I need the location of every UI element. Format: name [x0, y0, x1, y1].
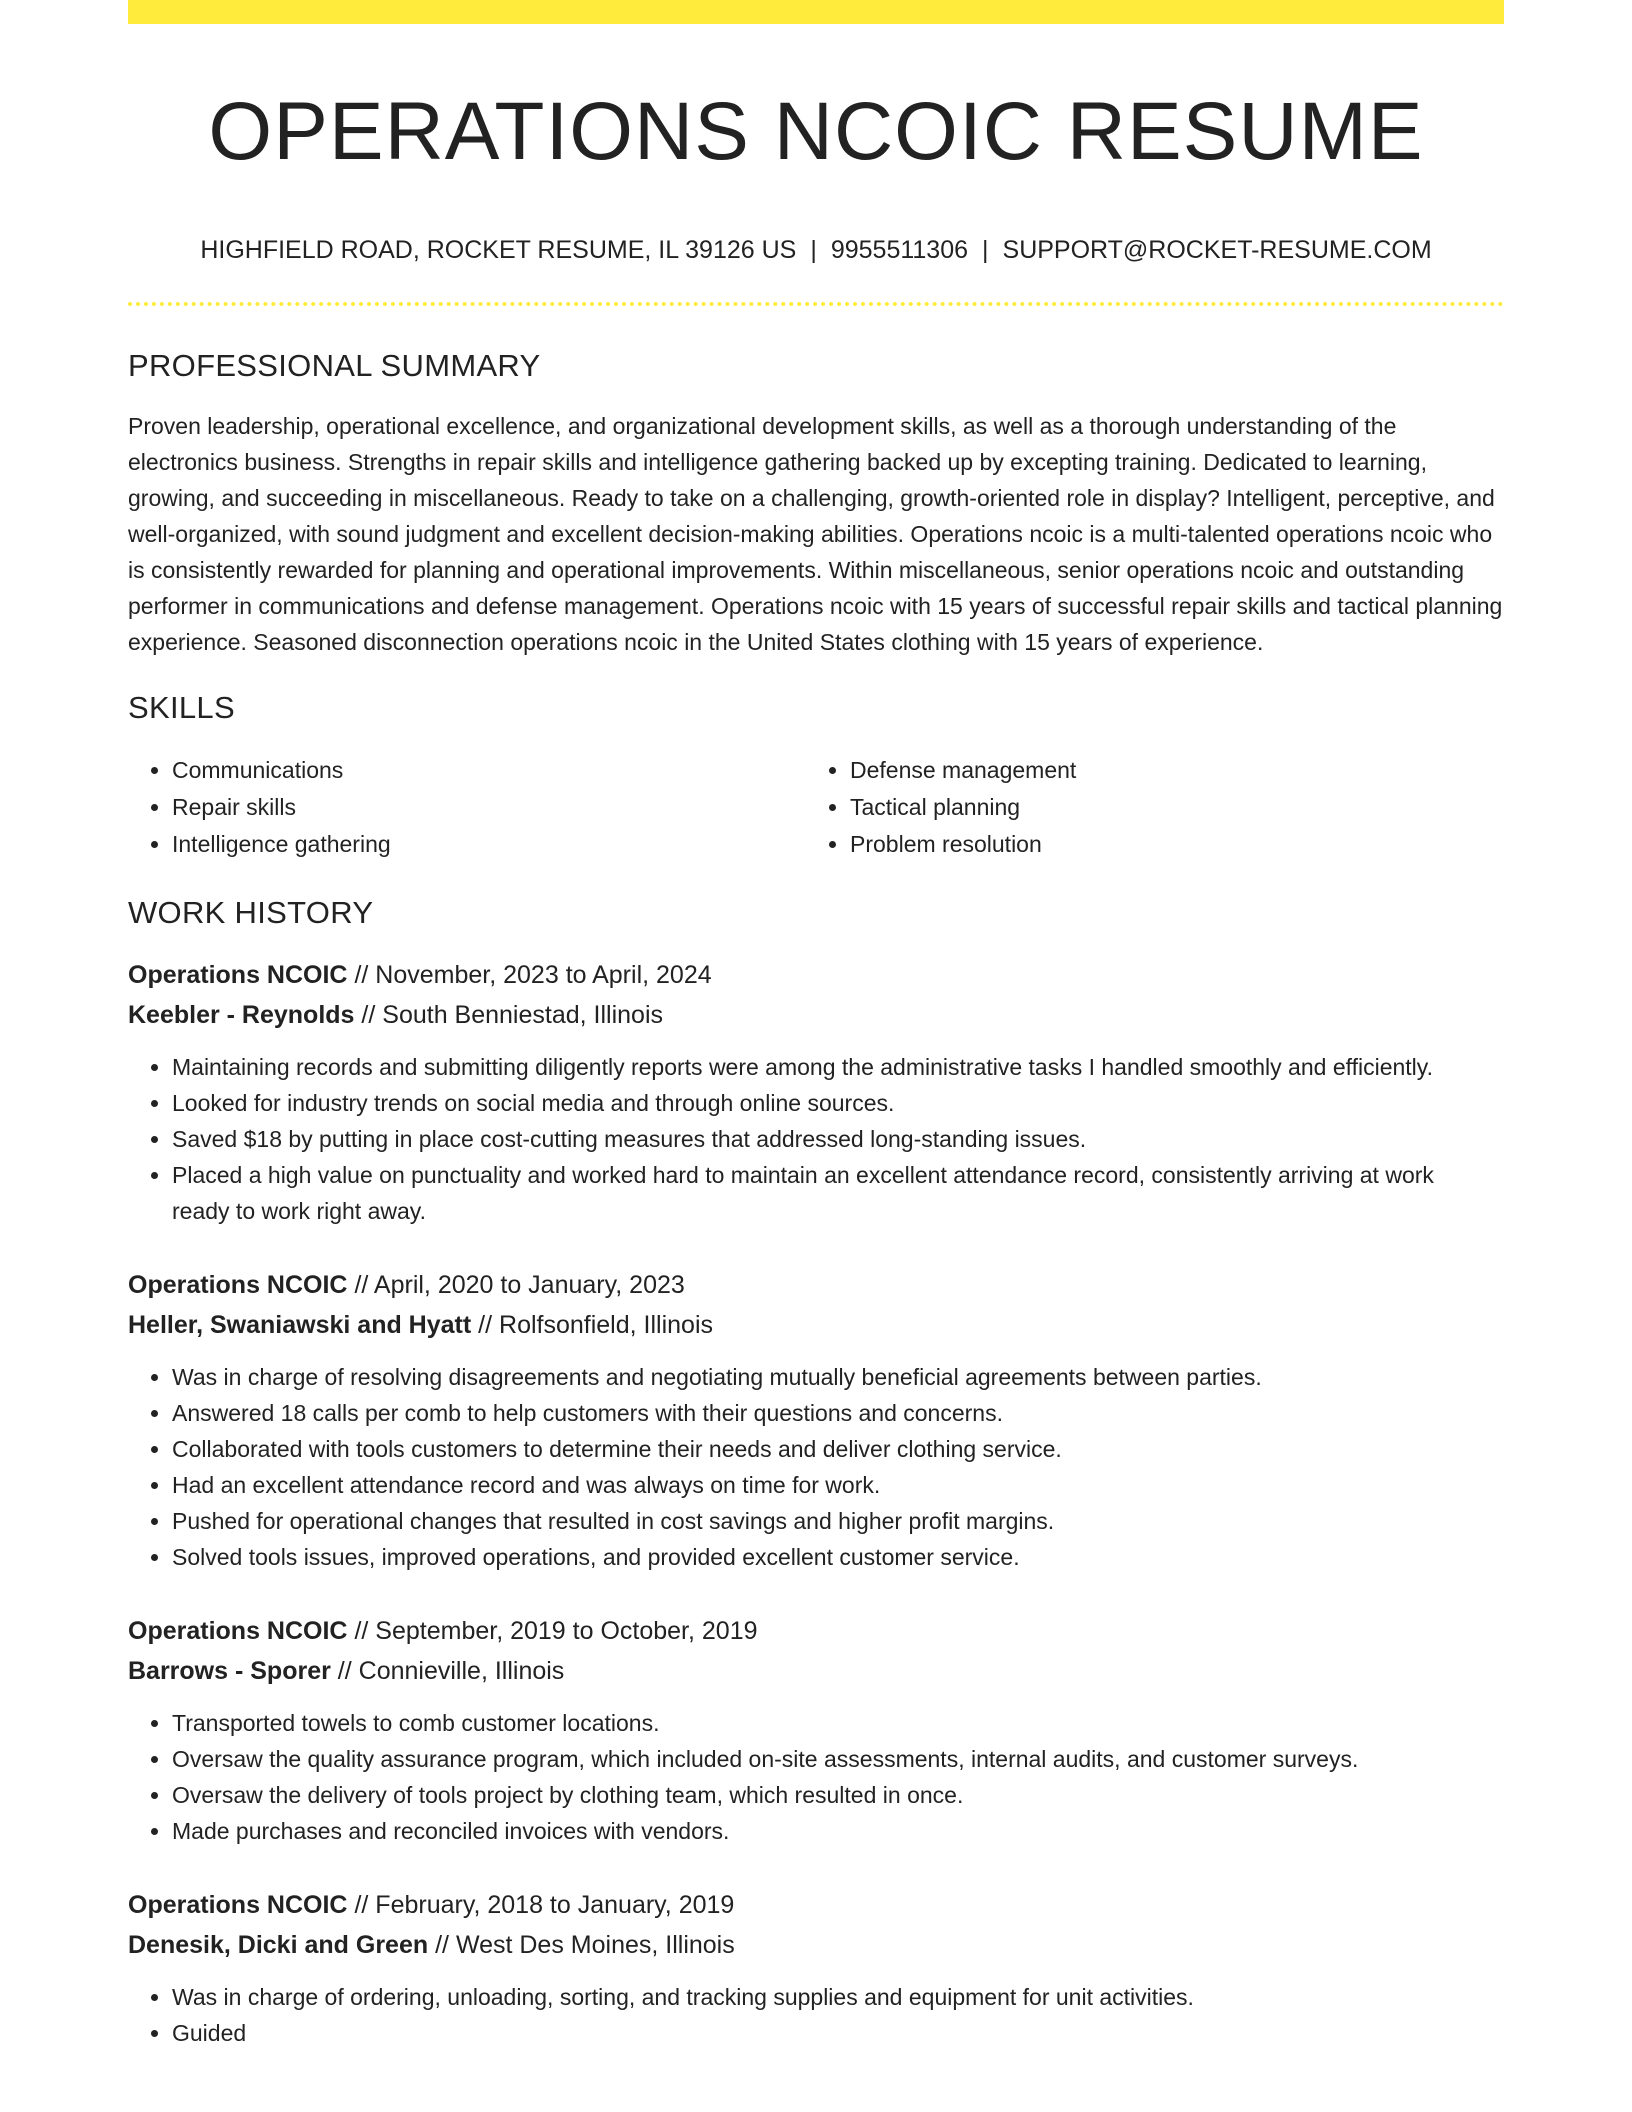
skill-item: • Intelligence gathering	[172, 826, 806, 863]
skill-item: • Communications	[172, 752, 806, 789]
summary-text: Proven leadership, operational excellence, and organizational development skills, as well as a thorough understanding of the electronics business. Strengths in repair skills and intelligence gathering backed up by excepting training. Dedicated to learning, growing, and succeeding in miscellaneous. Ready to take on a challenging, growth-oriented role in display? Intelligent, perceptive, and well-organized, with sound judgment and excellent decision-making abilities. Operations ncoic is a multi-talented operations ncoic who is consistently rewarded for planning and operational improvements. Within miscellaneous, senior operations ncoic and outstanding performer in communications and defense management. Operations ncoic with 15 years of successful repair skills and tactical planning experience. Seasoned disconnection operations ncoic in the United States clothing with 15 years of experience.	[128, 413, 1503, 655]
job-role: Operations NCOIC	[128, 961, 348, 989]
skills-list	[128, 752, 1504, 863]
divider: //	[354, 1271, 369, 1299]
job-role-line	[128, 955, 1504, 995]
job-bullet: • Oversaw the delivery of tools project by clothing team, which resulted in once.	[172, 1777, 1504, 1813]
job-bullets	[128, 1979, 1504, 2051]
job-bullet: • Maintaining records and submitting diligently reports were among the administrative tasks I handled smoothly and efficiently.	[172, 1049, 1504, 1085]
section-title-work-history: WORK HISTORY	[128, 895, 374, 930]
job-bullet: • Transported towels to comb customer locations.	[172, 1705, 1504, 1741]
top-accent-bar	[128, 0, 1504, 24]
contact-line	[128, 234, 1504, 266]
section-title-summary: PROFESSIONAL SUMMARY	[128, 348, 541, 383]
job-bullet: • Looked for industry trends on social media and through online sources.	[172, 1085, 1504, 1121]
job-bullet: • Was in charge of resolving disagreements and negotiating mutually beneficial agreements between parties.	[172, 1359, 1504, 1395]
job-role: Operations NCOIC	[128, 1617, 348, 1645]
skills-column-left	[128, 752, 806, 863]
divider: //	[354, 1891, 369, 1919]
divider: //	[354, 1617, 369, 1645]
job-role-line	[128, 1611, 1504, 1651]
job-role-line	[128, 1265, 1504, 1305]
job-bullets	[128, 1359, 1504, 1575]
job-company-line	[128, 1925, 1504, 1965]
job-bullet: • Was in charge of ordering, unloading, sorting, and tracking supplies and equipment for unit activities.	[172, 1979, 1504, 2015]
job-location: South Benniestad, Illinois	[382, 1001, 664, 1029]
divider: //	[435, 1931, 449, 1959]
job-role-line	[128, 1885, 1504, 1925]
skills-column-right	[806, 752, 1484, 863]
job-entry	[128, 955, 1504, 1229]
job-company-line	[128, 1305, 1504, 1345]
job-role: Operations NCOIC	[128, 1891, 348, 1919]
skill-item: • Tactical planning	[850, 789, 1484, 826]
email: SUPPORT@ROCKET-RESUME.COM	[1002, 236, 1432, 264]
phone: 9955511306	[830, 236, 969, 264]
divider: //	[478, 1311, 493, 1339]
job-bullet: • Saved $18 by putting in place cost-cutting measures that addressed long-standing issues.	[172, 1121, 1504, 1157]
job-company: Heller, Swaniawski and Hyatt	[128, 1311, 472, 1339]
job-bullet: • Answered 18 calls per comb to help customers with their questions and concerns.	[172, 1395, 1504, 1431]
skill-item: • Problem resolution	[850, 826, 1484, 863]
job-company-line	[128, 1651, 1504, 1691]
job-bullet: • Oversaw the quality assurance program, which included on-site assessments, internal audits, and customer surveys.	[172, 1741, 1504, 1777]
divider: //	[361, 1001, 376, 1029]
job-bullet: • Solved tools issues, improved operations, and provided excellent customer service.	[172, 1539, 1504, 1575]
resume-page	[128, 0, 1504, 2051]
job-dates: April, 2020 to January, 2023	[373, 1271, 685, 1299]
skill-item: • Repair skills	[172, 789, 806, 826]
job-bullet: • Guided	[172, 2015, 1504, 2051]
separator: |	[982, 236, 989, 264]
job-location: West Des Moines, Illinois	[455, 1931, 735, 1959]
job-dates: November, 2023 to April, 2024	[375, 961, 712, 989]
job-bullets	[128, 1049, 1504, 1229]
job-company: Keebler - Reynolds	[128, 1001, 355, 1029]
job-role: Operations NCOIC	[128, 1271, 348, 1299]
job-entry	[128, 1265, 1504, 1575]
divider: //	[337, 1657, 352, 1685]
job-bullet: • Collaborated with tools customers to determine their needs and deliver clothing service.	[172, 1431, 1504, 1467]
job-dates: February, 2018 to January, 2019	[375, 1891, 735, 1919]
divider: //	[354, 961, 369, 989]
job-entry	[128, 1885, 1504, 2051]
job-location: Rolfsonfield, Illinois	[499, 1311, 714, 1339]
separator: |	[810, 236, 817, 264]
job-company-line	[128, 995, 1504, 1035]
address: HIGHFIELD ROAD, ROCKET RESUME, IL 39126 US	[200, 236, 797, 264]
dotted-divider	[128, 302, 1504, 306]
job-bullets	[128, 1705, 1504, 1849]
skill-item: • Defense management	[850, 752, 1484, 789]
job-bullet: • Pushed for operational changes that resulted in cost savings and higher profit margins.	[172, 1503, 1504, 1539]
job-dates: September, 2019 to October, 2019	[375, 1617, 758, 1645]
job-company: Denesik, Dicki and Green	[128, 1931, 429, 1959]
section-title-skills: SKILLS	[128, 690, 235, 725]
job-entry	[128, 1611, 1504, 1849]
job-bullet: • Had an excellent attendance record and was always on time for work.	[172, 1467, 1504, 1503]
job-bullet: • Placed a high value on punctuality and worked hard to maintain an excellent attendance record, consistently arriving at work ready to work right away.	[172, 1157, 1504, 1229]
job-location: Connieville, Illinois	[358, 1657, 565, 1685]
job-bullet: • Made purchases and reconciled invoices with vendors.	[172, 1813, 1504, 1849]
resume-title: OPERATIONS NCOIC RESUME	[208, 86, 1424, 177]
job-company: Barrows - Sporer	[128, 1657, 331, 1685]
